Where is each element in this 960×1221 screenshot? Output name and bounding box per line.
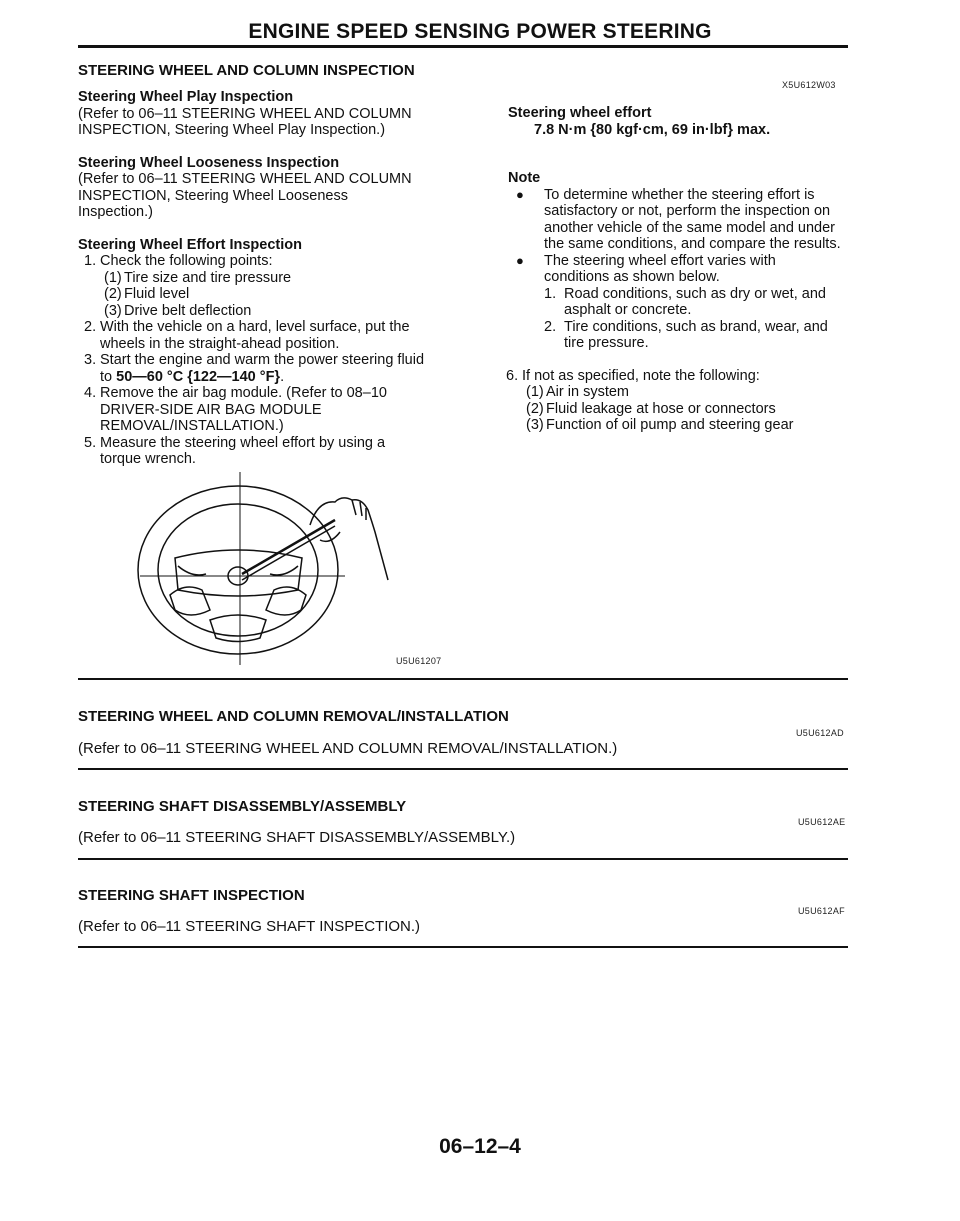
section-title-disassembly-assembly: STEERING SHAFT DISASSEMBLY/ASSEMBLY	[78, 798, 407, 815]
effort-step-1: 1. Check the following points: (1) Tire size and tire pressure (2) Fluid level (3) Drive belt deflection	[78, 253, 468, 319]
note-label: Note	[508, 170, 541, 186]
play-text-line: (Refer to 06–11 STEERING WHEEL AND COLUMN	[78, 105, 412, 122]
list-item: 2. Tire conditions, such as brand, wear, and tire pressure.	[544, 318, 828, 351]
looseness-inspection-heading: Steering Wheel Looseness Inspection	[78, 154, 340, 171]
temperature-spec: 50—60 °C {122—140 °F}	[116, 368, 281, 385]
section-divider	[78, 946, 848, 948]
section-code: U5U612AF	[798, 906, 845, 916]
note-bullet-2: ● The steering wheel effort varies with conditions as shown below. 1. Road conditions, such as dry or wet, and asphalt or concrete. 2. Tire conditions, such as brand, wear, and tire pressure.	[508, 253, 853, 352]
effort-step-1-items	[78, 270, 468, 320]
note-bullet-2-items	[544, 286, 853, 352]
section-title-shaft-inspection: STEERING SHAFT INSPECTION	[78, 887, 305, 904]
note-bullet-1: ● To determine whether the steering effort is satisfactory or not, perform the inspection on another vehicle of the same model and under the same conditions, and compare the results.	[516, 186, 841, 252]
step-6-items	[500, 384, 853, 434]
reference-text: (Refer to 06–11 STEERING SHAFT INSPECTION.)	[78, 918, 421, 935]
play-inspection-heading: Steering Wheel Play Inspection	[78, 89, 294, 105]
page-number: 06–12–4	[439, 1135, 521, 1158]
effort-steps	[78, 253, 468, 468]
figure-code: U5U61207	[396, 656, 442, 666]
effort-inspection-heading: Steering Wheel Effort Inspection	[78, 236, 302, 253]
effort-step-6: 6. If not as specified, note the following: (1) Air in system (2) Fluid leakage at hose or connectors (3) Function of oil pump and steering gear	[500, 368, 853, 434]
spec-value: 7.8 N·m {80 kgf·cm, 69 in·lbf} max.	[534, 121, 771, 138]
list-item: (1) Air in system	[526, 384, 629, 400]
play-text-line: INSPECTION, Steering Wheel Play Inspection.)	[78, 122, 386, 138]
reference-text: (Refer to 06–11 STEERING SHAFT DISASSEMBLY/ASSEMBLY.)	[78, 829, 516, 846]
looseness-text-line: INSPECTION, Steering Wheel Looseness	[78, 187, 348, 204]
step-6	[500, 368, 853, 434]
reference-text: (Refer to 06–11 STEERING WHEEL AND COLUMN REMOVAL/INSTALLATION.)	[78, 740, 618, 757]
section-code: X5U612W03	[782, 80, 836, 90]
note-bullets	[508, 187, 853, 352]
page-header-title: ENGINE SPEED SENSING POWER STEERING	[248, 20, 712, 43]
effort-step-4: 4. Remove the air bag module. (Refer to 08–10 DRIVER-SIDE AIR BAG MODULE REMOVAL/INSTALLATION.)	[84, 385, 387, 434]
section-divider	[78, 768, 848, 770]
section-code: U5U612AD	[796, 728, 844, 738]
effort-step-5: 5. Measure the steering wheel effort by using a torque wrench.	[84, 434, 386, 467]
list-item: (1) Tire size and tire pressure	[104, 269, 292, 286]
list-item: (3) Function of oil pump and steering gear	[526, 417, 794, 433]
section-title-wheel-column-inspection: STEERING WHEEL AND COLUMN INSPECTION	[78, 62, 415, 79]
effort-step-3: 3. Start the engine and warm the power steering fluid to 50—60 °C {122—140 °F}.	[84, 352, 425, 385]
section-title-removal-installation: STEERING WHEEL AND COLUMN REMOVAL/INSTALLATION	[78, 708, 509, 725]
list-item: (2) Fluid leakage at hose or connectors	[526, 400, 776, 417]
spec-label: Steering wheel effort	[508, 105, 652, 121]
left-column	[78, 89, 468, 468]
list-item: 1. Road conditions, such as dry or wet, and asphalt or concrete.	[544, 285, 826, 318]
section-code: U5U612AE	[798, 817, 846, 827]
looseness-text-line: Inspection.)	[78, 204, 153, 220]
list-item: (2) Fluid level	[104, 286, 190, 302]
steering-wheel-torque-wrench-illustration	[130, 470, 430, 665]
header-rule	[78, 45, 848, 48]
list-item: (3) Drive belt deflection	[104, 302, 252, 319]
effort-step-2: 2. With the vehicle on a hard, level surface, put the wheels in the straight-ahead position.	[84, 319, 410, 352]
section-divider	[78, 858, 848, 860]
right-column	[508, 105, 853, 434]
looseness-text-line: (Refer to 06–11 STEERING WHEEL AND COLUMN	[78, 171, 412, 187]
section-divider	[78, 678, 848, 680]
